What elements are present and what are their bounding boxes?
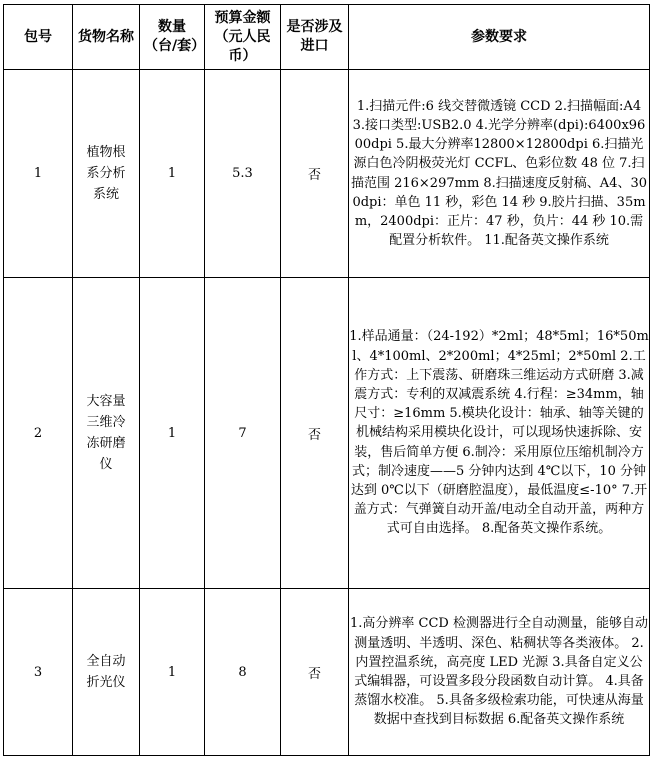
- table-row: [4, 589, 650, 756]
- package-number: 3: [4, 589, 73, 756]
- header-quantity: 数量（台/套）: [140, 5, 205, 70]
- parameter-requirements: 1.样品通量：（24-192）*2ml；48*5ml；16*50ml、4*100ml、2*200ml；4*25ml；2*50ml 2.工作方式：上下震荡、研磨珠三维运动方式研磨 3.减震方式：专利的双减震系统 4.行程：≥34mm，轴尺寸：≥16mm 5.模块化设计：轴承、轴等关键的机械结构采用模块化设计，可以现场快速拆除、安装，售后简单方便 6.制冷：采用原位压缩机制冷方式；制冷速度——5 分钟内达到 4℃以下，10 分钟达到 0℃以下（研磨腔温度），最低温度≤-10° 7.开盖方式：气弹簧自动开盖/电动全自动开盖，两种方式可自由选择。 8.配备英文操作系统。: [349, 278, 650, 589]
- table-row: [4, 278, 650, 589]
- quantity: 1: [140, 589, 205, 756]
- quantity: 1: [140, 278, 205, 589]
- goods-name: 全自动折光仪: [73, 589, 140, 756]
- parameter-requirements: 1.扫描元件:6 线交替微透镜 CCD 2.扫描幅面:A4 3.接口类型:USB2.0 4.光学分辨率(dpi):6400x9600dpi 5.最大分辨率12800×12800dpi 6.扫描光源白色冷阴极荧光灯 CCFL、色彩位数 48 位 7.扫描范围 216×297mm 8.扫描速度反射稿、A4、300dpi：单色 11 秒，彩色 14 秒 9.胶片扫描、35mm，2400dpi：正片：47 秒，负片：44 秒 10.需配置分析软件。 11.配备英文操作系统: [349, 70, 650, 278]
- header-goods-name: 货物名称: [73, 5, 140, 70]
- header-parameters: 参数要求: [349, 5, 650, 70]
- parameter-requirements: 1.高分辨率 CCD 检测器进行全自动测量，能够自动测量透明、半透明、深色、粘稠状等各类液体。 2.内置控温系统，高亮度 LED 光源 3.具备自定义公式编辑器，可设置多段分段函数自动计算。 4.具备蒸馏水校准。 5.具备多级检索功能，可快速从海量数据中查找到目标数据 6.配备英文操作系统: [349, 589, 650, 756]
- header-budget: 预算金额（元人民币）: [205, 5, 281, 70]
- goods-name: 大容量三维冷冻研磨仪: [73, 278, 140, 589]
- package-number: 2: [4, 278, 73, 589]
- procurement-table: [3, 4, 650, 756]
- quantity: 1: [140, 70, 205, 278]
- budget: 5.3: [205, 70, 281, 278]
- import-status: 否: [281, 278, 349, 589]
- import-status: 否: [281, 70, 349, 278]
- import-status: 否: [281, 589, 349, 756]
- goods-name: 植物根系分析系统: [73, 70, 140, 278]
- header-import: 是否涉及 进口: [281, 5, 349, 70]
- package-number: 1: [4, 70, 73, 278]
- header-package-number: 包号: [4, 5, 73, 70]
- budget: 7: [205, 278, 281, 589]
- header-row: [4, 5, 650, 70]
- budget: 8: [205, 589, 281, 756]
- table-row: [4, 70, 650, 278]
